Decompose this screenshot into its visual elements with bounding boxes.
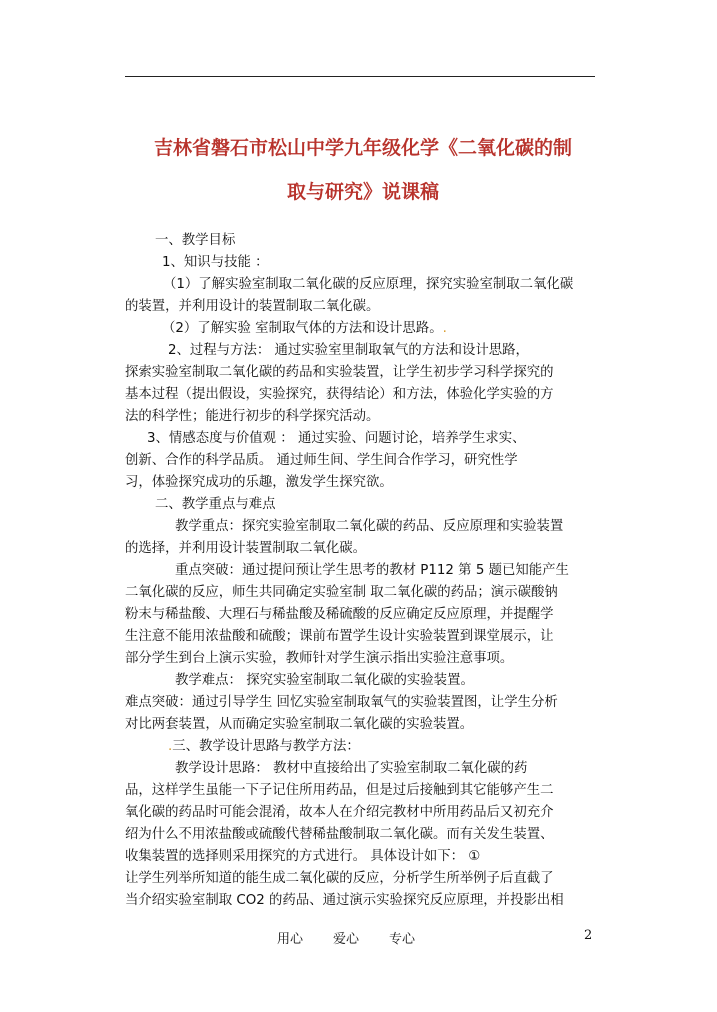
body-line: 生注意不能用浓盐酸和硫酸；课前布置学生设计实验装置到课堂展示，让: [125, 629, 554, 644]
body-line: 绍为什么不用浓盐酸或硫酸代替稀盐酸制取二氧化碳。而有关发生装置、: [125, 827, 554, 842]
body-line: 重点突破：通过提问预让学生思考的教材 P112 第 5 题已知能产生: [175, 563, 569, 578]
page-number: 2: [584, 928, 593, 943]
body-line: 教学设计思路： 教材中直接给出了实验室制取二氧化碳的药: [175, 761, 528, 776]
body-line: 当介绍实验室制取 CO2 的药品、通过演示实验探究反应原理，并投影出相: [125, 893, 564, 908]
body-line: 品，这样学生虽能一下子记住所用药品，但是过后接触到其它能够产生二: [125, 783, 554, 798]
body-line: 创新、合作的科学品质。 通过师生间、学生间合作学习，研究性学: [125, 453, 518, 468]
body-line: 法的科学性；能进行初步的科学探究活动。: [125, 409, 380, 424]
subsection-process-methods: 2、过程与方法： 通过实验室里制取氧气的方法和设计思路，: [168, 343, 529, 358]
body-line: 氧化碳的药品时可能会混淆，故本人在介绍完教材中所用药品后又初充介: [125, 805, 554, 820]
document-title-line-2: 取与研究》说课稿: [286, 181, 439, 203]
document-title-line-1: 吉林省磐石市松山中学九年级化学《二氧化碳的制: [153, 137, 572, 159]
body-line: 部分学生到台上演示实验，教师针对学生演示指出实验注意事项。: [125, 651, 514, 666]
header-rule: [125, 76, 595, 77]
body-line: 教学难点： 探究实验室制取二氧化碳的实验装置。: [175, 673, 474, 688]
body-line: 粉末与稀盐酸、大理石与稀盐酸及稀硫酸的反应确定反应原理，并提醒学: [125, 607, 554, 622]
section-heading-design: [168, 737, 360, 757]
body-line: 让学生列举所知道的能生成二氧化碳的反应，分析学生所举例子后直截了: [125, 871, 554, 886]
footer-text-2: 爱心: [333, 932, 360, 947]
body-line: 探索实验室制取二氧化碳的药品和实验装置，让学生初步学习科学探究的: [125, 365, 554, 380]
footer-text-3: 专心: [389, 932, 416, 947]
section-heading-text: 三、教学设计思路与教学方法：: [172, 739, 360, 754]
body-line-text: （2）了解实验 室制取气体的方法和设计思路。: [162, 321, 443, 336]
section-heading-objectives: 一、教学目标: [155, 233, 236, 248]
body-line: 的选择，并利用设计装置制取二氧化碳。: [125, 541, 367, 556]
stray-dot: .: [442, 321, 447, 336]
body-line: 习，体验探究成功的乐趣，激发学生探究欲。: [125, 475, 393, 490]
body-line: 收集装置的选择则采用探究的方式进行。 具体设计如下： ①: [125, 849, 481, 864]
body-line: 教学重点：探究实验室制取二氧化碳的药品、反应原理和实验装置: [175, 519, 564, 534]
body-line: 对比两套装置，从而确定实验室制取二氧化碳的实验装置。: [125, 717, 474, 732]
section-heading-key-points: 二、教学重点与难点: [155, 497, 276, 512]
body-line: 难点突破：通过引导学生 回忆实验室制取氧气的实验装置图，让学生分析: [125, 695, 558, 710]
footer-text-1: 用心: [277, 932, 304, 947]
subsection-knowledge-skills: 1、知识与技能 ：: [162, 255, 269, 270]
body-line: 的装置，并利用设计的装置制取二氧化碳。: [125, 299, 380, 314]
body-line: 二氧化碳的反应，师生共同确定实验室制 取二氧化碳的药品；演示碳酸钠: [125, 585, 558, 600]
subsection-attitudes-values: 3、情感态度与价值观 ： 通过实验、问题讨论，培养学生求实、: [147, 431, 526, 446]
body-line: [162, 319, 447, 339]
body-line: 基本过程（提出假设，实验探究，获得结论）和方法，体验化学实验的方: [125, 387, 554, 402]
body-line: （1）了解实验室制取二氧化碳的反应原理，探究实验室制取二氧化碳: [163, 277, 574, 292]
stray-dot: .: [168, 739, 173, 754]
